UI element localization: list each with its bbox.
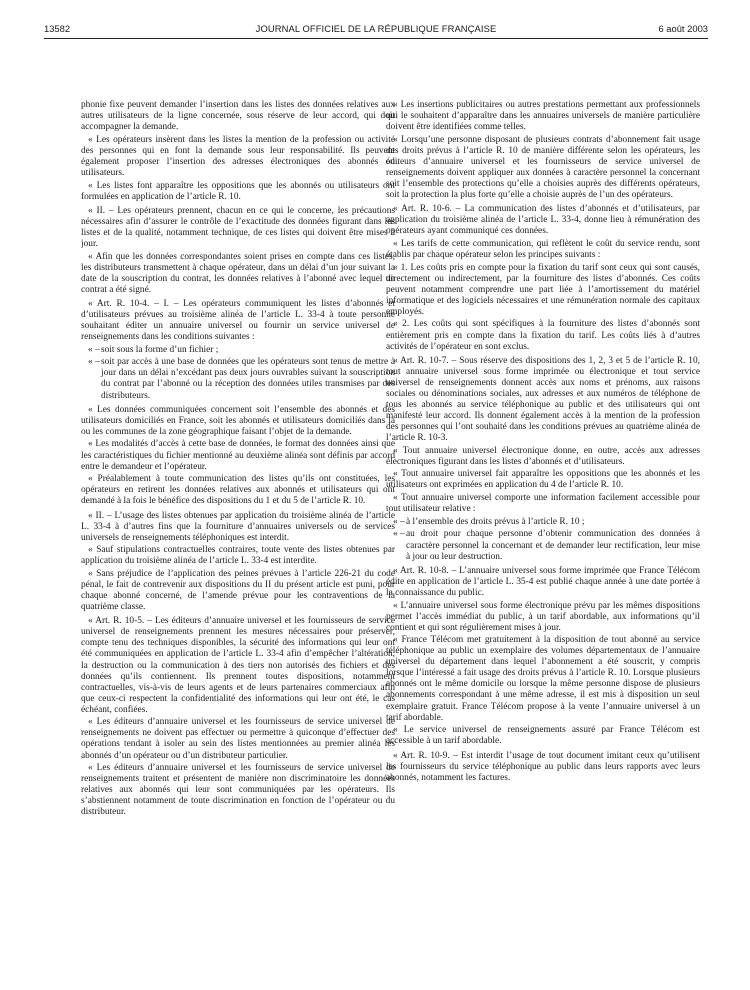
paragraph: « Lorsqu’une personne disposant de plusieurs contrats d’abonnement fait usage des droits prévus à l’article R. 10 de manière différente selon les opérateurs, les éditeurs d’annuaire universel et les fournisseurs de service universel de renseignements doivent appliquer aux données à caractère personnel la concernant soit l’ensemble des protections qu’elle a choisies auprès des différents opérateurs, soit la protection la plus forte qu’elle a choisie auprès de l’un des opérateurs.	[386, 134, 700, 200]
paragraph: « France Télécom met gratuitement à la disposition de tout abonné au service téléphonique au public un exemplaire des volumes départementaux de l’annuaire universel du département dans lequel l’abonnement a été souscrit, y compris lorsque l’intéressé a fait usage des droits prévus à l’article R. 10. Lorsque plusieurs abonnés ont le même domicile ou lorsque la même personne dispose de plusieurs abonnements correspondant à une même adresse, il est mis à disposition un seul exemplaire gratuit. France Télécom propose à la vente l’annuaire universel à un tarif abordable.	[386, 635, 700, 723]
paragraph: phonie fixe peuvent demander l’insertion dans les listes des données relatives aux autres utilisateurs de la ligne concernée, sous réserve de leur accord, qui doit accompagner la demande.	[81, 100, 395, 133]
paragraph: « II. – Les opérateurs prennent, chacun en ce qui le concerne, les précautions nécessaires afin d’assurer le contrôle de l’exactitude des données figurant dans les listes et de la qualité, notamment technique, de ces listes qui doivent être mises à jour.	[81, 205, 395, 249]
paragraph: « Tout annuaire universel comporte une information facilement accessible pour tout utilisateur relative :	[386, 493, 700, 515]
paragraph	[386, 529, 700, 562]
paragraph	[386, 517, 700, 528]
list-item-text: au droit pour chaque personne d’obtenir communication des données à caractère personnel la concernant et de demander leur rectification, leur mise à jour ou leur destruction.	[406, 529, 700, 562]
page-number: 13582	[44, 23, 71, 34]
paragraph: « Art. R. 10-7. – Sous réserve des dispositions des 1, 2, 3 et 5 de l’article R. 10, tout annuaire universel sous forme imprimée ou électronique et tout service universel de renseignements donnent accès aux noms et prénoms, aux raisons sociales ou dénominations sociales, aux adresses et aux numéros de téléphone de tous les abonnés au service téléphonique au public et des utilisateurs qui ont manifesté leur accord. Ils donnent également accès à la mention de la profession des personnes qui l’ont souhaité dans les conditions prévues au quatrième alinéa de l’article R. 10-3.	[386, 355, 700, 444]
paragraph: « L’annuaire universel sous forme électronique prévu par les mêmes dispositions permet l’accès immédiat du public, à un tarif abordable, aux informations qu’il contient et qui sont régulièrement mises à jour.	[386, 600, 700, 633]
list-marker: « –	[393, 529, 405, 540]
list-marker: « –	[88, 344, 100, 355]
paragraph: « Art. R. 10-6. – La communication des listes d’abonnés et d’utilisateurs, par application du troisième alinéa de l’article L. 33-4, donne lieu à rémunération des opérateurs ayant communiqué ces données.	[386, 204, 700, 237]
paragraph: « Les insertions publicitaires ou autres prestations permettant aux professionnels qui le souhaitent d’apparaître dans les annuaires universels de manière particulière doivent être identifiées comme telles.	[386, 100, 700, 133]
paragraph: « Sans préjudice de l’application des peines prévues à l’article 226-21 du code pénal, le fait de contrevenir aux dispositions du II du présent article est puni, pour chaque abonné concerné, de l’amende prévue pour les contraventions de la quatrième classe.	[81, 568, 395, 613]
paragraph: « Les éditeurs d’annuaire universel et les fournisseurs de service universel de renseignements traitent et présentent de manière non discriminatoire les données relatives aux abonnés qui leur sont communiquées par les opérateurs. Ils s’abstiennent notamment de toute discrimination en fonction de l’opérateur ou du distributeur.	[81, 763, 395, 818]
paragraph: « Sauf stipulations contractuelles contraires, toute vente des listes obtenues par application du troisième alinéa de l’article L. 33-4 est interdite.	[81, 545, 395, 567]
paragraph: « Les listes font apparaître les oppositions que les abonnés ou utilisateurs ont formulées en application de l’article R. 10.	[81, 180, 395, 202]
paragraph: « Les tarifs de cette communication, qui reflètent le coût du service rendu, sont établis par chaque opérateur selon les principes suivants :	[386, 238, 700, 260]
paragraph: « Le service universel de renseignements assuré par France Télécom est accessible à un tarif abordable.	[386, 725, 700, 747]
issue-date: 6 août 2003	[658, 23, 708, 34]
paragraph: « 2. Les coûts qui sont spécifiques à la fourniture des listes d’abonnés sont entièrement pris en compte dans la fixation du tarif. Les coûts liés à d’autres activités de l’opérateur en sont exclus.	[386, 319, 700, 352]
paragraph: « Les éditeurs d’annuaire universel et les fournisseurs de service universel de renseignements ne doivent pas effectuer ou permettre à quiconque d’effectuer des opérations tendant à isoler au sein des listes mentionnées au premier alinéa les abonnés d’un opérateur ou d’un distributeur particulier.	[81, 717, 395, 761]
paragraph: « Tout annuaire universel électronique donne, en outre, accès aux adresses électroniques figurant dans les listes d’abonnés et d’utilisateurs.	[386, 445, 700, 467]
page-header	[44, 21, 708, 37]
paragraph: « Art. R. 10-5. – Les éditeurs d’annuaire universel et les fournisseurs de service universel de renseignements prennent les mesures nécessaires pour préserver, compte tenu des techniques disponibles, la sécurité des informations qui leur ont été communiquées en application de l’article L. 33-4 afin d’empêcher l’altération, la destruction ou la communication à des tiers non autorisés des fichiers et des données qu’ils contiennent. Ils prennent toutes dispositions, notamment contractuelles, vis-à-vis de leurs agents et de leurs partenaires commerciaux afin que ceux-ci respectent la confidentialité des informations qui leur ont été, le cas échéant, confiées.	[81, 616, 395, 715]
paragraph: « Les modalités d’accès à cette base de données, le format des données ainsi que les caractéristiques du fichier mentionné au deuxième alinéa sont définis par accord entre le demandeur et l’opérateur.	[81, 439, 395, 472]
paragraph	[81, 357, 395, 401]
list-marker: « –	[88, 357, 100, 368]
right-text-column	[386, 100, 700, 960]
paragraph: « Les données communiquées concernent soit l’ensemble des abonnés et des utilisateurs domiciliés en France, soit les abonnés et utilisateurs domiciliés dans la ou les communes de la zone géographique faisant l’objet de la demande.	[81, 404, 395, 437]
paragraph: « Les opérateurs insèrent dans les listes la mention de la profession ou activité des personnes qui en font la demande sous leur responsabilité. Ils peuvent également proposer l’insertion des adresses électroniques des abonnés ou utilisateurs.	[81, 134, 395, 178]
paragraph: « Tout annuaire universel fait apparaître les oppositions que les abonnés et les utilisateurs ont exprimées en application du 4 de l’article R. 10.	[386, 469, 700, 491]
paragraph: « Afin que les données correspondantes soient prises en compte dans ces listes, les distributeurs transmettent à chaque opérateur, dans un délai d’un jour suivant la date de la souscription du contrat, les données relatives à l’abonné avec lequel un contrat a été signé.	[81, 251, 395, 295]
paragraph: « II. – L’usage des listes obtenues par application du troisième alinéa de l’article L. 33-4 à d’autres fins que la fourniture d’annuaires universels ou de services universels de renseignements téléphoniques est interdit.	[81, 510, 395, 543]
paragraph: « 1. Les coûts pris en compte pour la fixation du tarif sont ceux qui sont causés, directement ou indirectement, par la fourniture des listes d’abonnés. Ces coûts peuvent notamment comprendre une part liée à l’amortissement du matériel informatique et des logiciels nécessaires et une rémunération normale des capitaux employés.	[386, 262, 700, 317]
left-text-column	[81, 100, 395, 960]
list-marker: « –	[393, 516, 405, 527]
list-item-text: soit sous la forme d’un fichier ;	[101, 344, 219, 355]
list-item-text: soit par accès à une base de données que les opérateurs sont tenus de mettre à jour dans un délai n’excédant pas deux jours ouvrables suivant la souscription du contrat par l’abonné ou la réception des données utiles transmises par des distributeurs.	[101, 357, 395, 401]
journal-title: JOURNAL OFFICIEL DE LA RÉPUBLIQUE FRANÇAISE	[255, 23, 497, 34]
paragraph: « Art. R. 10-4. – I. – Les opérateurs communiquent les listes d’abonnés et d’utilisateurs prévues au troisième alinéa de l’article L. 33-4 à toute personne souhaitant éditer un annuaire universel ou fournir un service universel de renseignements dans les conditions suivantes :	[81, 298, 395, 343]
paragraph: « Préalablement à toute communication des listes qu’ils ont constituées, les opérateurs en retirent les données relatives aux abonnés et utilisateurs qui ont demandé à la fois le bénéfice des dispositions du 1 et du 5 de l’article R. 10.	[81, 474, 395, 507]
paragraph: « Art. R. 10-8. – L’annuaire universel sous forme imprimée que France Télécom édite en application de l’article L. 35-4 est publié chaque année à une date portée à la connaissance du public.	[386, 565, 700, 598]
paragraph: « Art. R. 10-9. – Est interdit l’usage de tout document imitant ceux qu’utilisent les fournisseurs du service téléphonique au public dans leurs rapports avec leurs abonnés, notamment les factures.	[386, 750, 700, 783]
paragraph	[81, 345, 395, 356]
list-item-text: à l’ensemble des droits prévus à l’article R. 10 ;	[406, 516, 585, 527]
header-rule	[44, 38, 708, 39]
